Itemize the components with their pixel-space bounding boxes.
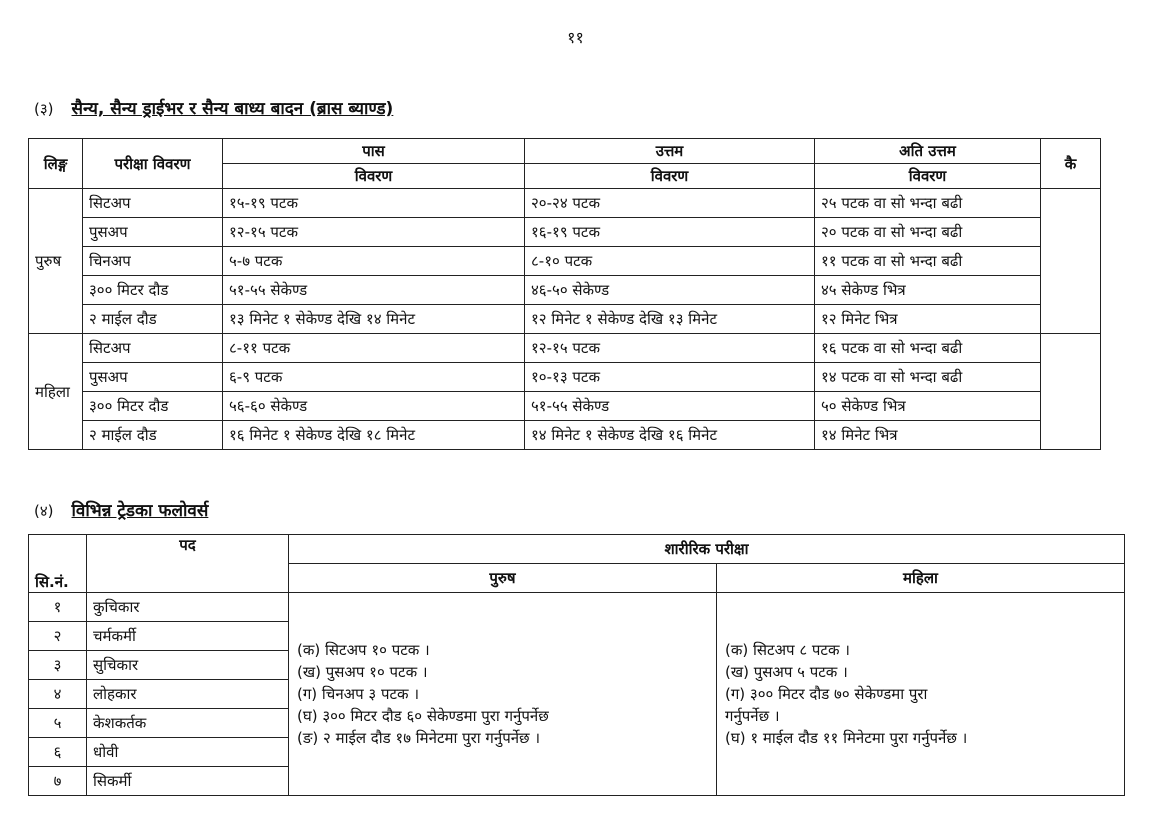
cell-excellent: २० पटक वा सो भन्दा बढी	[815, 218, 1041, 247]
table-row	[29, 334, 1101, 363]
header-post: पद	[87, 535, 289, 593]
condition-line: (क) सिटअप १० पटक ।	[297, 641, 430, 659]
table-row	[29, 305, 1101, 334]
cell-pass: ८-११ पटक	[223, 334, 525, 363]
cell-pass: १५-१९ पटक	[223, 189, 525, 218]
cell-excellent: ४५ सेकेण्ड भित्र	[815, 276, 1041, 305]
cell-test: सिटअप	[83, 189, 223, 218]
section3-heading	[34, 96, 393, 119]
section4-number: (४)	[34, 502, 54, 520]
cell-good: १२ मिनेट १ सेकेण्ड देखि १३ मिनेट	[525, 305, 815, 334]
cell-sn: २	[29, 622, 87, 651]
cell-pass: १६ मिनेट १ सेकेण्ड देखि १८ मिनेट	[223, 421, 525, 450]
condition-line: (घ) १ माईल दौड ११ मिनेटमा पुरा गर्नुपर्नेछ ।	[725, 729, 968, 747]
table-row	[29, 218, 1101, 247]
cell-test: २ माईल दौड	[83, 421, 223, 450]
cell-good: १०-१३ पटक	[525, 363, 815, 392]
cell-post: कुचिकार	[87, 593, 289, 622]
header-physical-test: शारीरिक परीक्षा	[289, 535, 1125, 564]
table-row	[29, 363, 1101, 392]
header-test: परीक्षा विवरण	[83, 139, 223, 189]
cell-post: केशकर्तक	[87, 709, 289, 738]
header-excellent: अति उत्तम	[815, 139, 1041, 164]
cell-sn: ३	[29, 651, 87, 680]
male-conditions	[289, 593, 717, 796]
cell-good: १२-१५ पटक	[525, 334, 815, 363]
cell-excellent: ५० सेकेण्ड भित्र	[815, 392, 1041, 421]
cell-remarks	[1041, 334, 1101, 450]
cell-good: ४६-५० सेकेण्ड	[525, 276, 815, 305]
cell-good: २०-२४ पटक	[525, 189, 815, 218]
condition-line: (ग) चिनअप ३ पटक ।	[297, 685, 420, 703]
section3-number: (३)	[34, 100, 54, 118]
followers-fitness-table	[28, 534, 1125, 796]
cell-sn: ४	[29, 680, 87, 709]
cell-post: लोहकार	[87, 680, 289, 709]
table-row	[29, 276, 1101, 305]
cell-post: सिकर्मी	[87, 767, 289, 796]
condition-line: (ख) पुसअप ५ पटक ।	[725, 663, 848, 681]
cell-test: २ माईल दौड	[83, 305, 223, 334]
cell-excellent: १४ पटक वा सो भन्दा बढी	[815, 363, 1041, 392]
military-fitness-table	[28, 138, 1101, 450]
condition-line: (क) सिटअप ८ पटक ।	[725, 641, 850, 659]
cell-post: धोवी	[87, 738, 289, 767]
cell-test: ३०० मिटर दौड	[83, 276, 223, 305]
cell-sn: ५	[29, 709, 87, 738]
cell-excellent: ११ पटक वा सो भन्दा बढी	[815, 247, 1041, 276]
header-remarks: कै	[1041, 139, 1101, 189]
cell-sn: ७	[29, 767, 87, 796]
condition-line: (ग) ३०० मिटर दौड ७० सेकेण्डमा पुरा	[725, 685, 928, 703]
section4-heading	[34, 498, 208, 521]
cell-test: पुसअप	[83, 218, 223, 247]
cell-pass: ५६-६० सेकेण्ड	[223, 392, 525, 421]
female-conditions	[717, 593, 1125, 796]
cell-excellent: १२ मिनेट भित्र	[815, 305, 1041, 334]
table-row	[29, 247, 1101, 276]
header-sn: सि.नं.	[29, 535, 87, 593]
cell-pass: ५-७ पटक	[223, 247, 525, 276]
cell-test: चिनअप	[83, 247, 223, 276]
cell-pass: ६-९ पटक	[223, 363, 525, 392]
cell-pass: १३ मिनेट १ सेकेण्ड देखि १४ मिनेट	[223, 305, 525, 334]
section4-title: विभिन्न ट्रेडका फलोवर्स	[71, 501, 209, 521]
table-row	[29, 421, 1101, 450]
cell-sn: १	[29, 593, 87, 622]
cell-excellent: १६ पटक वा सो भन्दा बढी	[815, 334, 1041, 363]
cell-good: १४ मिनेट १ सेकेण्ड देखि १६ मिनेट	[525, 421, 815, 450]
cell-test: पुसअप	[83, 363, 223, 392]
cell-pass: ५१-५५ सेकेण्ड	[223, 276, 525, 305]
table-row	[29, 593, 1125, 622]
cell-sn: ६	[29, 738, 87, 767]
table-row	[29, 392, 1101, 421]
condition-line: (ख) पुसअप १० पटक ।	[297, 663, 428, 681]
section3-title: सैन्य, सैन्य ड्राईभर र सैन्य बाध्य बादन (ब्रास ब्याण्ड)	[71, 99, 394, 119]
gender-female: महिला	[29, 334, 83, 450]
cell-test: सिटअप	[83, 334, 223, 363]
subheader-detail: विवरण	[223, 164, 525, 189]
condition-line: (ङ) २ माईल दौड १७ मिनेटमा पुरा गर्नुपर्नेछ ।	[297, 729, 541, 747]
subheader-detail: विवरण	[525, 164, 815, 189]
cell-test: ३०० मिटर दौड	[83, 392, 223, 421]
header-female: महिला	[717, 564, 1125, 593]
cell-post: सुचिकार	[87, 651, 289, 680]
cell-good: १६-१९ पटक	[525, 218, 815, 247]
header-gender: लिङ्ग	[29, 139, 83, 189]
cell-post: चर्मकर्मी	[87, 622, 289, 651]
condition-line: (घ) ३०० मिटर दौड ६० सेकेण्डमा पुरा गर्नुपर्नेछ	[297, 707, 549, 725]
page-number: ११	[567, 28, 584, 47]
subheader-detail: विवरण	[815, 164, 1041, 189]
cell-excellent: १४ मिनेट भित्र	[815, 421, 1041, 450]
header-male: पुरुष	[289, 564, 717, 593]
cell-excellent: २५ पटक वा सो भन्दा बढी	[815, 189, 1041, 218]
cell-pass: १२-१५ पटक	[223, 218, 525, 247]
cell-good: ५१-५५ सेकेण्ड	[525, 392, 815, 421]
cell-remarks	[1041, 189, 1101, 334]
gender-male: पुरुष	[29, 189, 83, 334]
header-pass: पास	[223, 139, 525, 164]
header-good: उत्तम	[525, 139, 815, 164]
condition-line: गर्नुपर्नेछ ।	[725, 707, 780, 725]
cell-good: ८-१० पटक	[525, 247, 815, 276]
table-row	[29, 189, 1101, 218]
